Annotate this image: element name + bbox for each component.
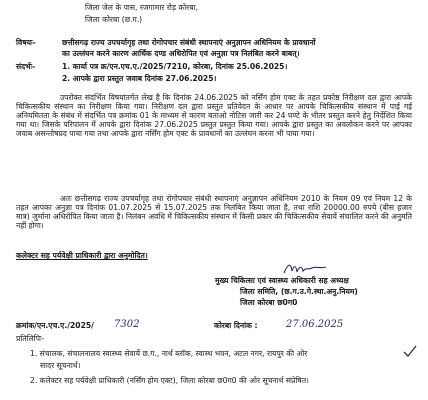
copy-item-1-line-2: सादर सूचनार्थ।: [40, 361, 81, 370]
check-mark-icon: [402, 344, 418, 358]
copy-item-1-line-1: 1. संचालक, संचालनालय स्वास्थ्य सेवायें छ.ग., नार्थ ब्लॉक, स्वास्थ भवन, अटल नगर, रायपुर की ओर: [30, 349, 308, 358]
subject-text-1: छत्तीसगढ़ राज्य उपचर्यागृह तथा रोगोपचार संबंधी स्थापनाएं अनुज्ञापन अधिनियम के प्रावधानों: [62, 38, 316, 47]
subject-label: विषयः-: [16, 38, 36, 47]
copy-to-label: प्रतिलिपिः-: [16, 334, 45, 343]
subject-text-2: का उल्लंघन करने कारण आर्थिक दण्ड अधिरोपित एवं अनुज्ञा पत्र निलंबित करने बाबत्।: [62, 49, 300, 58]
body-paragraph-2: अतः छत्तीसगढ़ राज्य उपचर्यागृह तथा रोगोपचार संबंधी स्थापनाएं अनुज्ञापन अधिनियम 2010 के नियम 09 एवं नियम 12 के तहत आपका अनुज्ञा पत्र दिनांक 01.07.2025 से 15.07.2025 तक निलंबित किया जाता है, तथा राशि 20000.00 रुपये (बीस हजार मात्र) जुर्माना अधिरोपित किया जाता है। निलंबन अवधि में चिकित्सकीय संस्थान में किसी प्रकार की चिकित्सकीय सेवायें संचालित करने की अनुमति नहीं होगा।: [16, 194, 412, 230]
signature-mark: [282, 261, 332, 277]
copy-item-2: 2. कलेक्टर सह पर्यवेक्षी प्राधिकारी (नर्सिंग होम एक्ट), जिला कोरबा छ0ग0 की ओर सूचनार्थ संप्रेषित।: [30, 376, 309, 385]
date-label: कोरबा दिनांक :: [214, 321, 258, 330]
reference-item-2: 2. आपके द्वारा प्रस्तुत जवाब दिनांक 27.06.2025।: [62, 74, 217, 83]
dispatch-number-handwritten: 7302: [114, 319, 140, 330]
reference-label: संदर्भः-: [16, 62, 36, 71]
address-line-1: जिला जेल के पास, रजगामार रोड़ कोरबा,: [85, 3, 198, 12]
date-handwritten: 27.06.2025: [286, 319, 344, 330]
body-paragraph-1: उपरोक्त संदर्भित विषयांतर्गत लेख है कि दिनांक 24.06.2025 को नर्सिंग होम एक्ट के तहत प्रकोष्ठ निरीक्षण दल द्वारा आपके चिकित्सकीय संस्थान का निरीक्षण किया गया। निरीक्षण दल द्वारा प्रस्तुत प्रतिवेदन के आधार पर आपके चिकित्सकीय संस्थान में पाई गई अनियमितता के संबंध में संदर्भित पत्र क्रमांक 01 के माध्यम से कारण बताओ नोटिस जारी कर 24 घण्टे के भीतर प्रस्तुत करने हेतु निर्देशित किया गया था। जिसके परिपालन में आपके द्वारा दिनांक 27.06.2025 प्रस्तुत प्रस्तुत किया गया। आपके द्वारा प्रस्तुत का अवलोकन करने पर आपका जवाब असन्तोषप्रद पाया गया तथा आपके द्वारा नर्सिंग होम एक्ट के प्रावधानों का उल्लंघन करना भी पाया गया।: [16, 93, 412, 138]
approval-note: कलेक्टर सह पर्यवेक्षी प्राधिकारी द्वारा अनुमोदित।: [16, 251, 148, 260]
signatory-district: जिला कोरबा छ0ग0: [240, 298, 298, 307]
address-line-2: जिला कोरबा (छ.ग.): [85, 15, 143, 24]
signatory-committee: जिला समिति, (छ.ग.उ.गे.स्था.अनु.नियम): [240, 287, 358, 296]
dispatch-number-label: क्रमांक/एन.एच.ए./2025/: [16, 321, 94, 330]
reference-item-1: 1. कार्या पत्र क्र/एन.एच.ए./2025/7210, कोरबा, दिनांक 25.06.2025।: [62, 62, 288, 71]
signatory-title: मुख्य चिकित्सा एवं स्वास्थ्य अधिकारी सह अध्यक्ष: [215, 276, 349, 285]
